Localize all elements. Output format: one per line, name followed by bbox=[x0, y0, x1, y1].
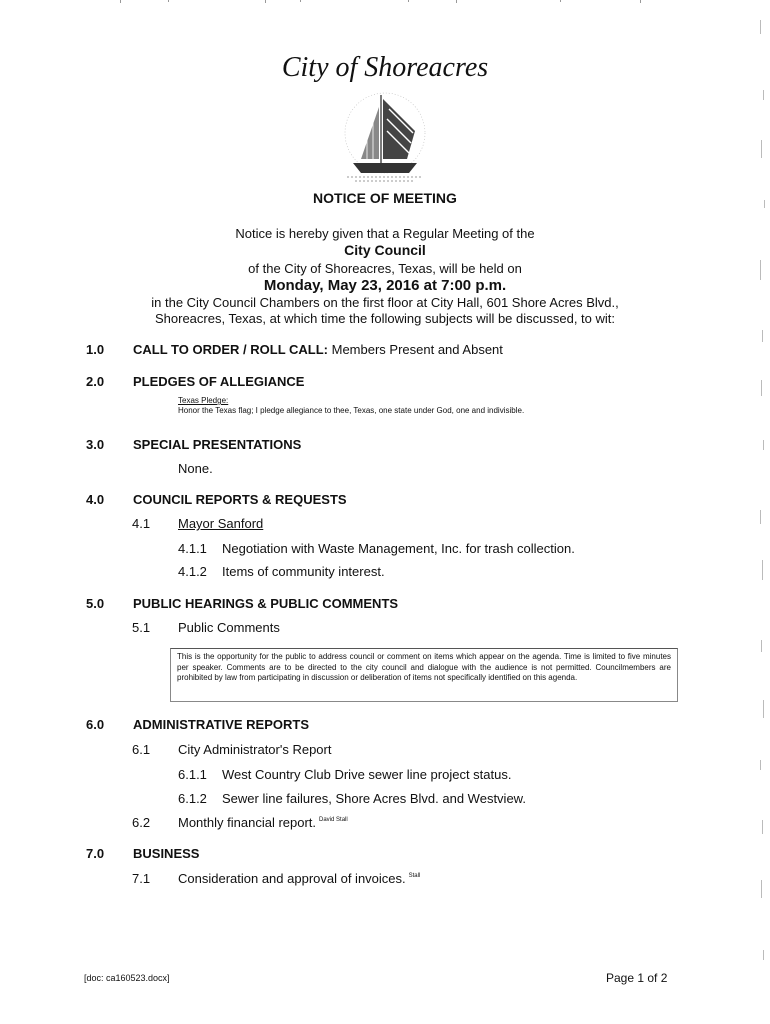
pledge-label: Texas Pledge: bbox=[178, 396, 229, 405]
subitem-number: 6.1.2 bbox=[178, 791, 207, 806]
item-invoices bbox=[178, 871, 420, 886]
section-council-reports: COUNCIL REPORTS & REQUESTS bbox=[133, 492, 347, 507]
section-number: 2.0 bbox=[86, 374, 105, 389]
section-public-hearings: PUBLIC HEARINGS & PUBLIC COMMENTS bbox=[133, 596, 399, 611]
section-number: 4.0 bbox=[86, 492, 105, 507]
subitem-number: 4.1.1 bbox=[178, 541, 207, 556]
notice-heading: NOTICE OF MEETING bbox=[313, 190, 457, 206]
item-number: 6.1 bbox=[132, 742, 151, 757]
item-city-administrator-report: City Administrator's Report bbox=[178, 742, 332, 757]
item-monthly-financial-report bbox=[178, 815, 348, 830]
section-body: None. bbox=[178, 461, 213, 476]
public-comments-notice-box: This is the opportunity for the public to address council or comment on items which appear on the agenda. Time is limited to five minutes per speaker. Comments are to be directed to the city council and dialogue with the audience is not permitted. Councilmembers are prohibited by law from participating in discussion or deliberation of items not specifically identified on this agenda. bbox=[170, 648, 678, 702]
subitem-number: 4.1.2 bbox=[178, 564, 207, 579]
subitem-sewer-project: West Country Club Drive sewer line project status. bbox=[222, 767, 512, 782]
subitem-number: 6.1.1 bbox=[178, 767, 207, 782]
section-administrative-reports: ADMINISTRATIVE REPORTS bbox=[133, 717, 309, 732]
scan-artifact-edge bbox=[756, 0, 768, 1024]
intro-body-name: City Council bbox=[344, 242, 426, 258]
page-number: Page 1 of 2 bbox=[606, 971, 668, 985]
section-detail: Members Present and Absent bbox=[331, 342, 503, 357]
section-special-presentations: SPECIAL PRESENTATIONS bbox=[133, 437, 302, 452]
section-number: 3.0 bbox=[86, 437, 105, 452]
item-public-comments: Public Comments bbox=[178, 620, 280, 635]
item-number: 6.2 bbox=[132, 815, 151, 830]
section-title: CALL TO ORDER / ROLL CALL: bbox=[133, 342, 328, 357]
section-call-to-order bbox=[133, 342, 503, 357]
page-title: City of Shoreacres bbox=[281, 52, 489, 83]
intro-line-4: Shoreacres, Texas, at which time the following subjects will be discussed, to wit: bbox=[154, 311, 616, 326]
section-number: 7.0 bbox=[86, 846, 105, 861]
intro-line-1: Notice is hereby given that a Regular Meeting of the bbox=[235, 226, 535, 241]
intro-line-3: in the City Council Chambers on the first floor at City Hall, 601 Shore Acres Blvd., bbox=[151, 295, 619, 310]
presenter-note: Stall bbox=[408, 873, 421, 879]
doc-filename: [doc: ca160523.docx] bbox=[84, 973, 170, 983]
item-number: 5.1 bbox=[132, 620, 151, 635]
item-text: Consideration and approval of invoices. bbox=[178, 871, 406, 886]
section-number: 5.0 bbox=[86, 596, 105, 611]
item-number: 4.1 bbox=[132, 516, 151, 531]
item-text: Monthly financial report. bbox=[178, 815, 317, 830]
intro-line-2: of the City of Shoreacres, Texas, will be held on bbox=[248, 261, 522, 276]
subitem-sewer-failures: Sewer line failures, Shore Acres Blvd. and Westview. bbox=[222, 791, 526, 806]
sailboat-logo bbox=[333, 87, 433, 185]
item-mayor: Mayor Sanford bbox=[178, 516, 264, 531]
subitem-community-interest: Items of community interest. bbox=[222, 564, 385, 579]
pledge-text: Honor the Texas flag; I pledge allegiance to thee, Texas, one state under God, one and indivisible. bbox=[178, 406, 525, 415]
section-pledges: PLEDGES OF ALLEGIANCE bbox=[133, 374, 305, 389]
section-number: 6.0 bbox=[86, 717, 105, 732]
section-business: BUSINESS bbox=[133, 846, 200, 861]
meeting-date: Monday, May 23, 2016 at 7:00 p.m. bbox=[263, 277, 507, 294]
item-number: 7.1 bbox=[132, 871, 151, 886]
scan-artifact-top bbox=[0, 0, 770, 6]
subitem-waste-management: Negotiation with Waste Management, Inc. for trash collection. bbox=[222, 541, 575, 556]
presenter-note: David Stall bbox=[319, 817, 348, 823]
section-number: 1.0 bbox=[86, 342, 105, 357]
